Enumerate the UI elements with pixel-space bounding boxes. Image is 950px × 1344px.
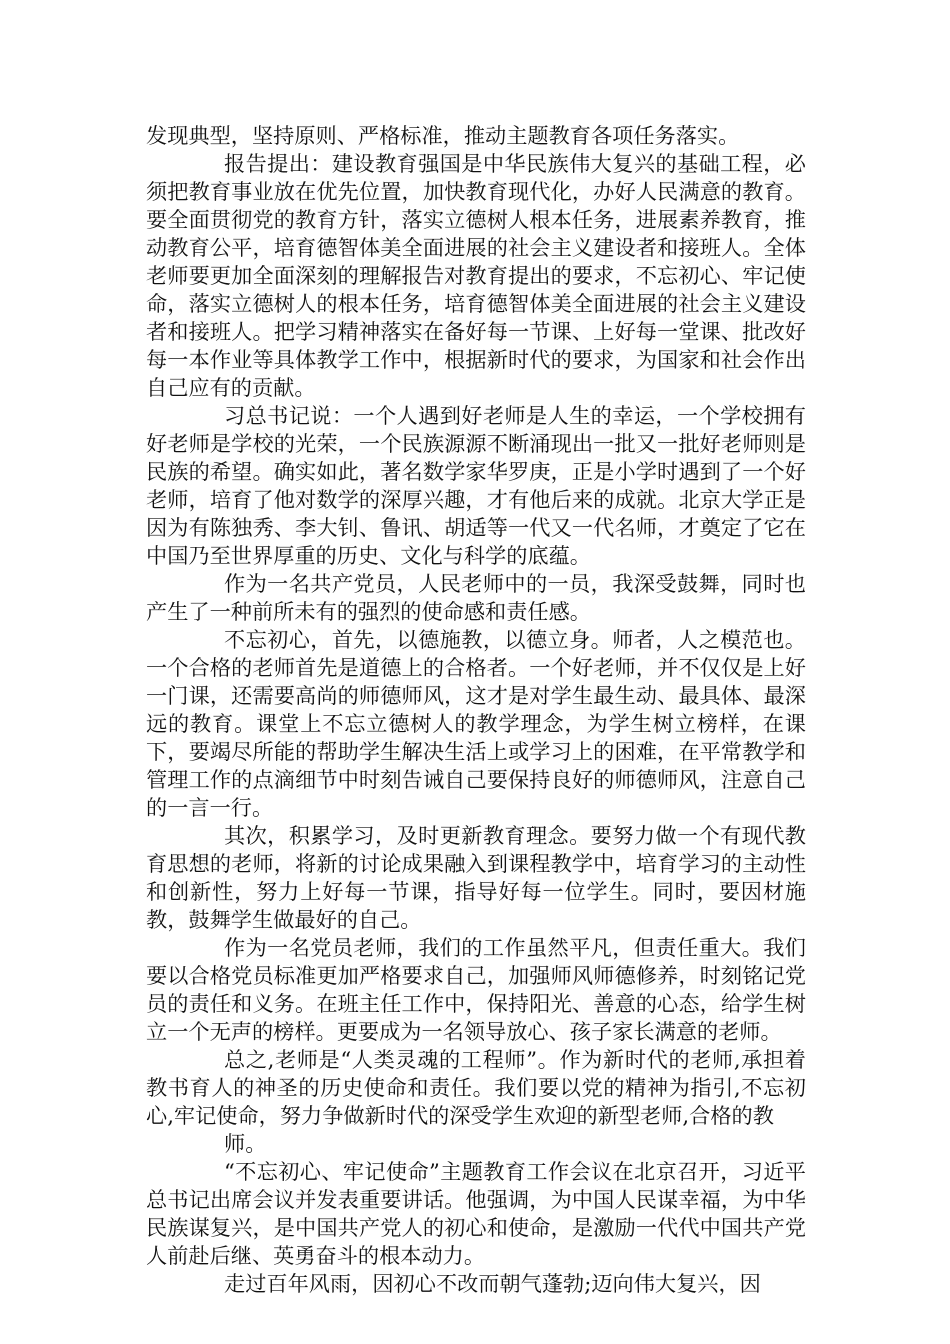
document-page <box>146 122 806 1298</box>
paragraph-4: 作为一名共产党员，人民老师中的一员，我深受鼓舞，同时也产生了一种前所未有的强烈的使命感和责任感。 <box>146 571 806 624</box>
paragraph-6: 其次，积累学习，及时更新教育理念。要努力做一个有现代教育思想的老师，将新的讨论成果融入到课程教学中，培育学习的主动性和创新性，努力上好每一节课，指导好每一位学生。同时，要因材施教，鼓舞学生做最好的自己。 <box>146 823 806 932</box>
paragraph-1: 发现典型，坚持原则、严格标准，推动主题教育各项任务落实。 <box>146 123 740 148</box>
paragraph-5: 不忘初心，首先，以德施教，以德立身。师者，人之模范也。一个合格的老师首先是道德上的合格者。一个好老师，并不仅仅是上好一门课，还需要高尚的师德师风，这才是对学生最生动、最具体、最深远的教育。课堂上不忘立德树人的教学理念，为学生树立榜样，在课下，要竭尽所能的帮助学生解决生活上或学习上的困难，在平常教学和管理工作的点滴细节中时刻告诫自己要保持良好的师德师风，注意自己的一言一行。 <box>146 627 806 820</box>
paragraph-2: 报告提出：建设教育强国是中华民族伟大复兴的基础工程，必须把教育事业放在优先位置，加快教育现代化，办好人民满意的教育。要全面贯彻党的教育方针，落实立德树人根本任务，进展素养教育，推动教育公平，培育德智体美全面进展的社会主义建设者和接班人。全体老师要更加全面深刻的理解报告对教育提出的要求，不忘初心、牢记使命，落实立德树人的根本任务，培育德智体美全面进展的社会主义建设者和接班人。把学习精神落实在备好每一节课、上好每一堂课、批改好每一本作业等具体教学工作中，根据新时代的要求，为国家和社会作出自己应有的贡献。 <box>146 151 806 400</box>
paragraph-11: 走过百年风雨，因初心不改而朝气蓬勃;迈向伟大复兴，因 <box>224 1271 761 1296</box>
paragraph-3: 习总书记说：一个人遇到好老师是人生的幸运，一个学校拥有好老师是学校的光荣，一个民族源源不断涌现出一批又一批好老师则是民族的希望。确实如此，著名数学家华罗庚，正是小学时遇到了一个好老师，培育了他对数学的深厚兴趣，才有他后来的成就。北京大学正是因为有陈独秀、李大钊、鲁讯、胡适等一代又一代名师，才奠定了它在中国乃至世界厚重的历史、文化与科学的底蕴。 <box>146 403 806 568</box>
paragraph-9: 师。 <box>224 1131 267 1156</box>
paragraph-10: “不忘初心、牢记使命”主题教育工作会议在北京召开，习近平总书记出席会议并发表重要讲话。他强调，为中国人民谋幸福，为中华民族谋复兴，是中国共产党人的初心和使命，是激励一代代中国共产党人前赴后继、英勇奋斗的根本动力。 <box>146 1159 806 1268</box>
paragraph-7: 作为一名党员老师，我们的工作虽然平凡，但责任重大。我们要以合格党员标准更加严格要求自己，加强师风师德修养，时刻铭记党员的责任和义务。在班主任工作中，保持阳光、善意的心态，给学生树立一个无声的榜样。更要成为一名领导放心、孩子家长满意的老师。 <box>146 935 806 1044</box>
paragraph-8: 总之,老师是“人类灵魂的工程师”。作为新时代的老师,承担着教书育人的神圣的历史使命和责任。我们要以党的精神为指引,不忘初心,牢记使命，努力争做新时代的深受学生欢迎的新型老师,合格的教 <box>146 1047 806 1128</box>
